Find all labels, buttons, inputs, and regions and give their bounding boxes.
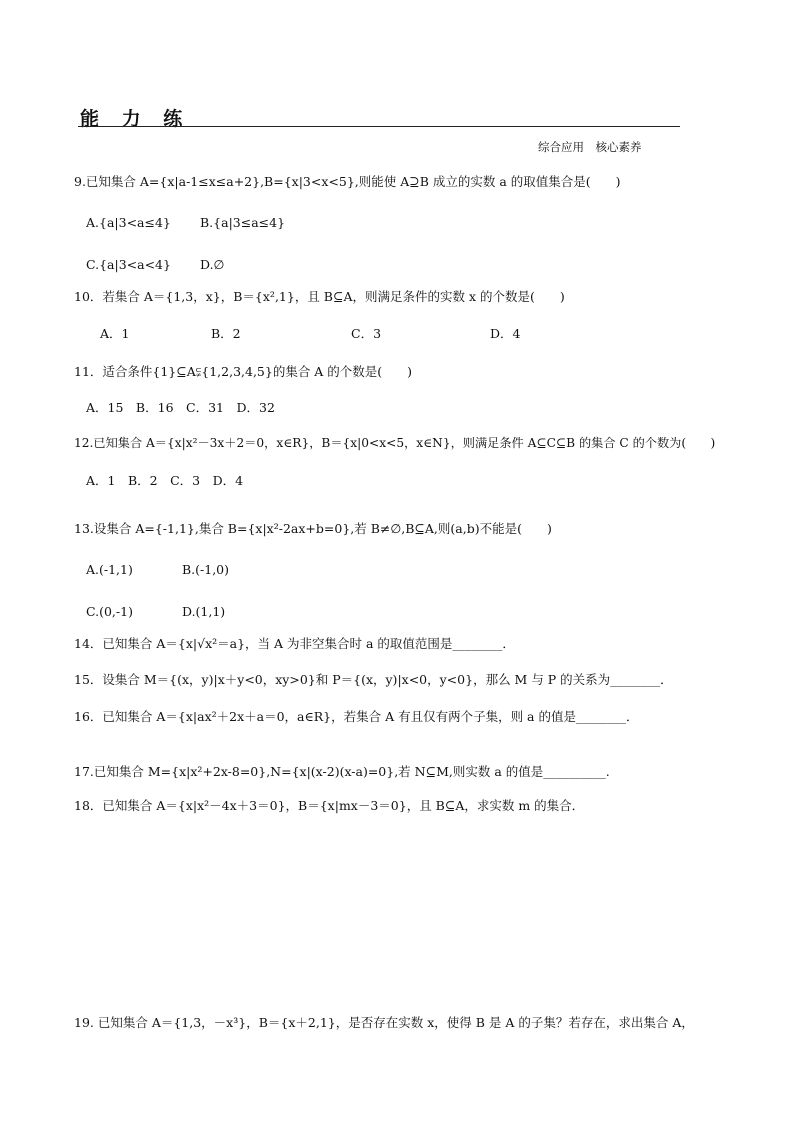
question-17: 17.已知集合 M={x|x²+2x-8=0},N={x|(x-2)(x-a)=0},若 N⊆M,则实数 a 的值是__________.: [74, 764, 610, 779]
question-14: 14．已知集合 A＝{x|√x²＝a}，当 A 为非空集合时 a 的取值范围是________．: [74, 636, 515, 651]
option-c: C．3: [351, 326, 382, 341]
question-13: 13.设集合 A={-1,1},集合 B={x|x²-2ax+b=0},若 B≠∅,B⊆A,则(a,b)不能是( ): [74, 521, 552, 536]
option-b: B.(-1,0): [182, 562, 230, 577]
question-15: 15．设集合 M＝{(x，y)|x＋y<0，xy>0}和 P＝{(x，y)|x<0，y<0}，那么 M 与 P 的关系为________．: [74, 672, 673, 687]
option-a: A．1: [100, 326, 130, 341]
section-title: 能 力 练: [80, 108, 191, 130]
question-12-options: A．1 B．2 C．3 D．4: [86, 473, 244, 488]
option-b: B.{a|3≤a≤4}: [200, 215, 286, 230]
option-b: B．2: [211, 326, 241, 341]
question-9: 9.已知集合 A={x|a-1≤x≤a+2},B={x|3<x<5},则能使 A⊇B 成立的实数 a 的取值集合是( ): [74, 174, 621, 189]
question-12: 12.已知集合 A＝{x|x²－3x＋2＝0，x∈R}，B＝{x|0<x<5，x∈N}，则满足条件 A⊆C⊆B 的集合 C 的个数为( ): [74, 436, 716, 450]
option-d: D.(1,1): [182, 604, 226, 619]
option-d: D．4: [490, 326, 521, 341]
option-d: D.∅: [200, 257, 225, 272]
option-c: C.(0,-1): [86, 604, 133, 619]
question-9-options-row-2: [86, 257, 224, 272]
question-10-options: [100, 324, 520, 342]
question-11: 11．适合条件{1}⊆A⫋{1,2,3,4,5}的集合 A 的个数是( ): [74, 364, 413, 379]
question-11-options: A．15 B．16 C．31 D．32: [86, 400, 275, 415]
section-subtitle: 综合应用 核心素养: [538, 140, 642, 154]
option-a: A.(-1,1): [86, 562, 133, 577]
section-divider: [78, 126, 680, 127]
question-18: 18．已知集合 A＝{x|x²－4x＋3＝0}，B＝{x|mx－3＝0}，且 B⊆A，求实数 m 的集合．: [74, 798, 585, 813]
question-13-options-row-1: [86, 562, 229, 577]
option-c: C.{a|3<a<4}: [86, 257, 171, 272]
question-10: 10．若集合 A＝{1,3，x}，B＝{x²,1}，且 B⊆A，则满足条件的实数 x 的个数是( ): [74, 289, 565, 304]
question-16: 16．已知集合 A＝{x|ax²＋2x＋a＝0，a∈R}，若集合 A 有且仅有两个子集，则 a 的值是________．: [74, 709, 639, 724]
question-13-options-row-2: [86, 604, 225, 619]
question-19: 19. 已知集合 A＝{1,3，－x³}，B＝{x＋2,1}，是否存在实数 x，使得 B 是 A 的子集？若存在，求出集合 A，: [74, 1015, 694, 1030]
question-9-options-row-1: [86, 215, 285, 230]
option-a: A.{a|3<a≤4}: [86, 215, 171, 230]
